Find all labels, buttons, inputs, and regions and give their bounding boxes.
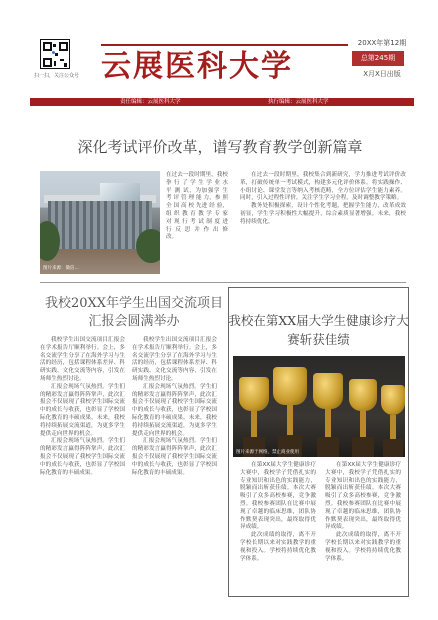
exchange-column-1 (40, 337, 125, 477)
exchange-column-2 (132, 337, 217, 477)
photo-caption: 图片来源于网络，禁止商业使用 (236, 450, 299, 455)
chief-editor: 责任编辑：云展医科大学 (120, 99, 181, 105)
trophies-photo (233, 356, 405, 457)
paragraph: 我校学生出国交流项目汇报会在学术报告厅顺利举行。会上，多名交流学生分享了在海外学习与生活的经历，包括课程体系差异、科研实践、文化交流等内容，引发在场师生热烈讨论。 (40, 337, 125, 382)
newspaper-title: 云展医科大学 (101, 49, 293, 84)
paragraph: 教务处积极探索，设计个性化考题，把握学生能力，改革成效初显，学生学习积极性大幅提升，综合素质显著增强。未来，我校将持续优化。 (240, 203, 406, 225)
qr-code-icon (40, 39, 70, 69)
paragraph: 汇报会现场气氛热烈。学生们的精彩发言赢得阵阵掌声，此次汇报会不仅展现了我校学生国际交流中的成长与收获，也彰显了学校国际化教育的丰硕成果。未来，我校将持续拓展交流渠道，为更多学生提供走向世界的机会。 (40, 383, 125, 437)
issue-number: 20XX年第12期 (357, 39, 407, 47)
photo-caption: 图片来源：微信... (43, 266, 79, 271)
paragraph: 在过去一段时期里，我校集合到新研究，学力推进考试评价改革，打破传统单一考试模式，构建多元化评价体系。将实践操作、小组讨论、课堂发言等纳入考核范畴，全方位评估学生能力素养。同时，引入过程性评价，关注学生学习全程，及时调整教学策略。 (240, 172, 406, 202)
paragraph: 汇报会现场气氛热烈。学生们的精彩发言赢得阵阵掌声，此次汇报会不仅展现了我校学生国际交流中的成长与收获，也彰显了学校国际化教育的丰硕成果。 (132, 438, 217, 476)
competition-column-1 (240, 462, 316, 563)
editor-bar (30, 98, 414, 106)
competition-column-2 (325, 462, 401, 563)
paragraph: 汇报会现场气氛热烈。学生们的精彩发言赢得阵阵掌声，此次汇报会不仅展现了我校学生国际交流中的成长与收获，也彰显了学校国际化教育的丰硕成果。 (40, 438, 125, 476)
publish-date: X月X日出版 (363, 70, 401, 78)
paragraph: 此次成绩的取得，离不开学校长期以来对实践教学的重视和投入。学校将持续优化教学体系。 (240, 532, 316, 562)
paragraph: 此次成绩的取得，离不开学校长期以来对实践教学的重视和投入。学校将持续优化教学体系。 (325, 532, 401, 562)
lead-headline: 深化考试评价改革，谱写教育教学创新篇章 (77, 138, 363, 156)
lead-text-right (240, 172, 406, 227)
paragraph: 我校学生出国交流项目汇报会在学术报告厅顺利举行。会上，多名交流学生分享了在海外学习与生活的经历，包括课程体系差异、科研实践、文化交流等内容，引发在场师生热烈讨论。 (132, 337, 217, 382)
total-issue-badge: 总第245期 (352, 51, 404, 66)
paragraph: 在第XX届大学生健康诊疗大赛中，我校学子凭借扎实的专业知识和出色的实践能力，脱颖而出斩获佳绩。本次大赛吸引了众多高校参赛，竞争激烈。我校参赛团队在比赛中展现了卓越的临床思维，团队协作默契表现突出，最终取得优异成绩。 (325, 462, 401, 531)
qr-caption: 扫一扫，关注公众号 (34, 73, 80, 79)
paragraph: 在第XX届大学生健康诊疗大赛中，我校学子凭借扎实的专业知识和出色的实践能力，脱颖而出斩获佳绩。本次大赛吸引了众多高校参赛，竞争激烈。我校参赛团队在比赛中展现了卓越的临床思维，团队协作默契表现突出，最终取得优异成绩。 (240, 462, 316, 531)
section-divider (40, 282, 406, 283)
campus-building-photo (40, 171, 160, 274)
masthead-rule (101, 44, 348, 46)
competition-headline: 我校在第XX届大学生健康诊疗大赛斩获佳绩 (228, 313, 409, 347)
paragraph: 汇报会现场气氛热烈。学生们的精彩发言赢得阵阵掌声，此次汇报会不仅展现了我校学生国际交流中的成长与收获，也彰显了学校国际化教育的丰硕成果。未来，我校将持续拓展交流渠道，为更多学生提供走向世界的机会。 (132, 383, 217, 437)
lead-text-column: 在过去一段时期里，我校 拳 行 了 学 生 学 业 水 平 测 试，为加强学 生 考 评 管 理 能 力，参 照 全 国 高 校 先进 经 验，组 织 教 育 教 学 专 家 对 现 行 考 试 制 度 进 行 反 思 并 作 出 修 改。 (166, 172, 228, 241)
exchange-headline: 我校20XX年学生出国交流项目汇报会圆满举办 (44, 296, 224, 329)
executive-editor: 执行编辑：云展医科大学 (268, 99, 329, 105)
